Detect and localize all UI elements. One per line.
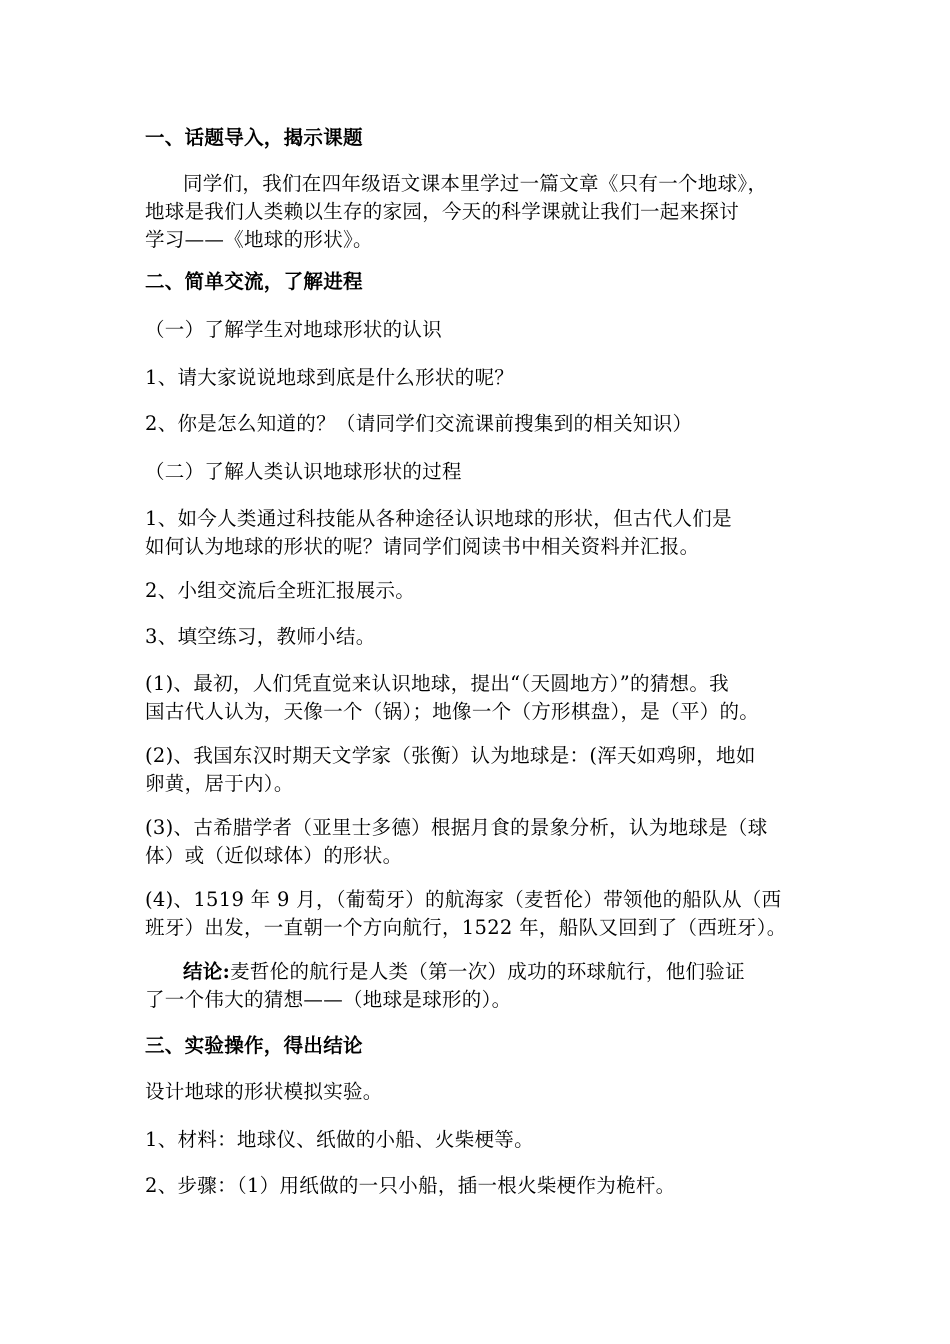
item-1-line-1: 1、如今人类通过科技能从各种途径认识地球的形状，但古代人们是 bbox=[145, 507, 732, 530]
fill-1-line-2: 国古代人认为，天像一个（锅）；地像一个（方形棋盘），是（平）的。 bbox=[145, 700, 760, 723]
conclusion-label: 结论: bbox=[183, 960, 231, 983]
experiment-materials: 1、材料：地球仪、纸做的小船、火柴梗等。 bbox=[145, 1128, 534, 1151]
fill-3-line-1: (3)、古希腊学者（亚里士多德）根据月食的景象分析，认为地球是（球 bbox=[145, 816, 768, 839]
paragraph-intro-line-3: 学习——《地球的形状》。 bbox=[145, 228, 373, 251]
paragraph-intro-line-2: 地球是我们人类赖以生存的家园，今天的科学课就让我们一起来探讨 bbox=[145, 200, 740, 223]
subsection-2-title: （二）了解人类认识地球形状的过程 bbox=[145, 460, 462, 483]
question-1: 1、请大家说说地球到底是什么形状的呢？ bbox=[145, 366, 515, 389]
heading-2: 二、简单交流，了解进程 bbox=[145, 270, 363, 293]
fill-2-line-2: 卵黄，居于内）。 bbox=[145, 772, 294, 795]
item-1-line-2: 如何认为地球的形状的呢？请同学们阅读书中相关资料并汇报。 bbox=[145, 535, 700, 558]
experiment-intro: 设计地球的形状模拟实验。 bbox=[145, 1080, 383, 1103]
item-3: 3、填空练习，教师小结。 bbox=[145, 625, 376, 648]
conclusion-text: 麦哲伦的航行是人类（第一次）成功的环球航行，他们验证 bbox=[230, 960, 745, 983]
conclusion-line-1 bbox=[183, 959, 745, 985]
conclusion-line-2: 了一个伟大的猜想——（地球是球形的）。 bbox=[145, 988, 512, 1011]
subsection-1-title: （一）了解学生对地球形状的认识 bbox=[145, 318, 443, 341]
experiment-steps: 2、步骤：（1）用纸做的一只小船，插一根火柴梗作为桅杆。 bbox=[145, 1174, 676, 1197]
fill-2-line-1: (2)、我国东汉时期天文学家（张衡）认为地球是：(浑天如鸡卵，地如 bbox=[145, 744, 756, 767]
fill-3-line-2: 体）或（近似球体）的形状。 bbox=[145, 844, 403, 867]
heading-3: 三、实验操作，得出结论 bbox=[145, 1034, 363, 1057]
fill-1-line-1: (1)、最初，人们凭直觉来认识地球，提出“（天圆地方）”的猜想。我 bbox=[145, 672, 729, 695]
heading-1: 一、话题导入，揭示课题 bbox=[145, 126, 363, 149]
item-2: 2、小组交流后全班汇报展示。 bbox=[145, 579, 416, 602]
paragraph-intro-line-1: 同学们，我们在四年级语文课本里学过一篇文章《只有一个地球》， bbox=[183, 172, 768, 195]
fill-4-line-1: (4)、1519 年 9 月，（葡萄牙）的航海家（麦哲伦）带领他的船队从（西 bbox=[145, 888, 782, 911]
question-2: 2、你是怎么知道的？（请同学们交流课前搜集到的相关知识） bbox=[145, 412, 693, 435]
fill-4-line-2: 班牙）出发，一直朝一个方向航行，1522 年，船队又回到了（西班牙）。 bbox=[145, 916, 787, 939]
